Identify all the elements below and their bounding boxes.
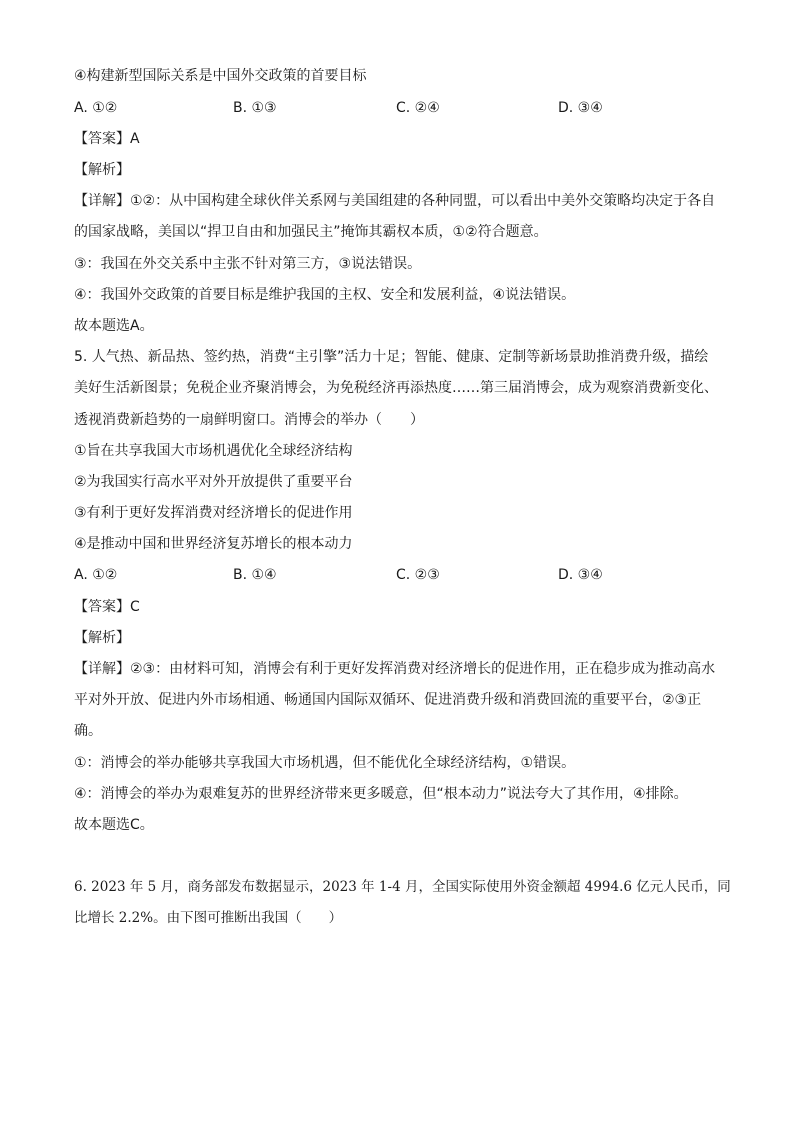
q4-detail-line-1: 【详解】①②：从中国构建全球伙伴关系网与美国组建的各种同盟，可以看出中美外交策略均决定于各自	[74, 193, 716, 209]
q5-analysis-label: 【解析】	[74, 630, 130, 646]
q4-statement-4: ④构建新型国际关系是中国外交政策的首要目标	[74, 68, 367, 84]
q6-stem-line-1: 6. 2023 年 5 月，商务部发布数据显示，2023 年 1-4 月，全国实际使用外资金额超 4994.6 亿元人民币，同	[74, 879, 731, 895]
q5-conclusion: 故本题选C。	[74, 817, 154, 833]
q5-detail-line-4: ①：消博会的举办能够共享我国大市场机遇，但不能优化全球经济结构，①错误。	[74, 755, 576, 771]
q5-option-b: B. ①④	[233, 567, 277, 583]
q5-detail-line-1: 【详解】②③：由材料可知，消博会有利于更好发挥消费对经济增长的促进作用，正在稳步成为推动高水	[74, 661, 716, 677]
q4-option-a: A. ①②	[74, 100, 118, 116]
q4-detail-line-4: ④：我国外交政策的首要目标是维护我国的主权、安全和发展利益，④说法错误。	[74, 287, 576, 303]
q4-answer: 【答案】A	[74, 131, 140, 147]
q4-analysis-label: 【解析】	[74, 162, 130, 178]
q5-options	[74, 565, 734, 585]
q5-stem-line-2: 美好生活新图景；免税企业齐聚消博会，为免税经济再添热度……第三届消博会，成为观察消费新变化、	[74, 380, 718, 396]
q5-statement-3: ③有利于更好发挥消费对经济增长的促进作用	[74, 505, 353, 521]
q5-stem-line-3: 透视消费新趋势的一扇鲜明窗口。消博会的举办（ ）	[74, 412, 424, 428]
q5-stem-line-1: 5. 人气热、新品热、签约热，消费“主引擎”活力十足；智能、健康、定制等新场景助推消费升级，描绘	[74, 349, 709, 365]
q4-option-c: C. ②④	[396, 100, 440, 116]
q5-statement-4: ④是推动中国和世界经济复苏增长的根本动力	[74, 536, 353, 552]
q5-option-d: D. ③④	[558, 567, 603, 583]
q6-stem-line-2: 比增长 2.2%。由下图可推断出我国（ ）	[74, 910, 343, 926]
q4-option-b: B. ①③	[233, 100, 277, 116]
q4-conclusion: 故本题选A。	[74, 318, 154, 334]
q5-option-a: A. ①②	[74, 567, 118, 583]
q5-statement-2: ②为我国实行高水平对外开放提供了重要平台	[74, 474, 353, 490]
q5-statement-1: ①旨在共享我国大市场机遇优化全球经济结构	[74, 443, 353, 459]
q4-option-d: D. ③④	[558, 100, 603, 116]
q5-answer: 【答案】C	[74, 599, 140, 615]
q5-detail-line-3: 确。	[74, 723, 102, 739]
q4-options	[74, 98, 734, 118]
q5-option-c: C. ②③	[396, 567, 440, 583]
q4-detail-line-3: ③：我国在外交关系中主张不针对第三方，③说法错误。	[74, 256, 422, 272]
q5-detail-line-5: ④：消博会的举办为艰难复苏的世界经济带来更多暖意，但“根本动力”说法夸大了其作用，④排除。	[74, 786, 688, 802]
q4-detail-line-2: 的国家战略，美国以“捍卫自由和加强民主”掩饰其霸权本质，①②符合题意。	[74, 224, 548, 240]
q5-detail-line-2: 平对外开放、促进内外市场相通、畅通国内国际双循环、促进消费升级和消费回流的重要平台，②③正	[74, 692, 702, 708]
